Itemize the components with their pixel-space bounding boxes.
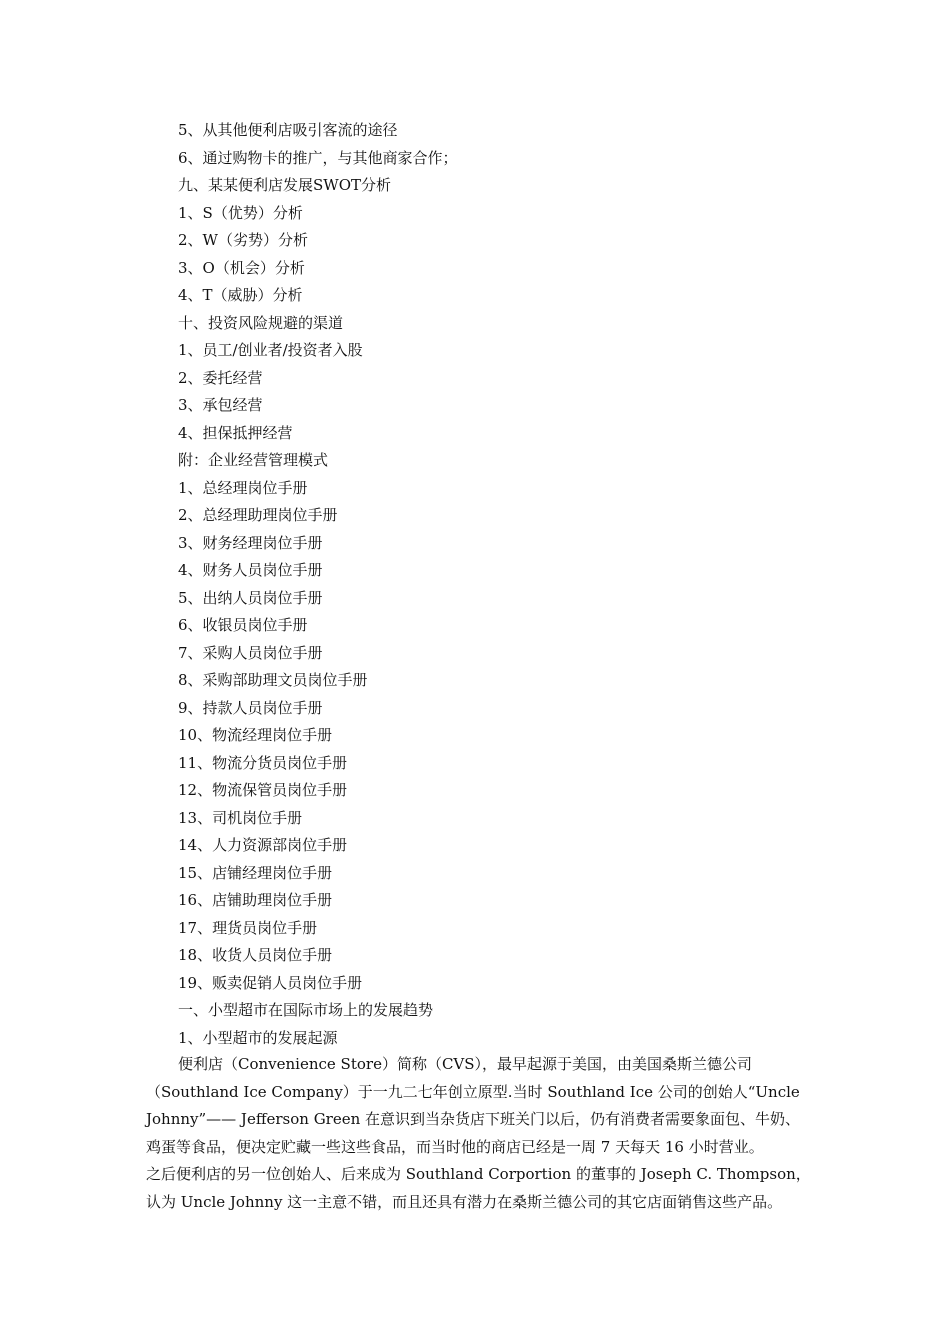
outline-item: 附：企业经营管理模式 — [178, 451, 329, 469]
outline-list — [178, 117, 838, 1052]
outline-item: 9、持款人员岗位手册 — [178, 698, 323, 717]
paragraph-line: 认为 Uncle Johnny 这一主意不错，而且还具有潜力在桑斯兰德公司的其它店面销售这些产品。 — [146, 1192, 783, 1211]
outline-item: 1、总经理岗位手册 — [178, 478, 308, 497]
outline-item: 5、从其他便利店吸引客流的途径 — [178, 121, 398, 139]
outline-item: 16、店铺助理岗位手册 — [178, 891, 333, 909]
paragraph-line: 鸡蛋等食品，便决定贮藏一些这些食品，而当时他的商店已经是一周 7 天每天 16 小时营业。 — [146, 1137, 764, 1156]
outline-item: 4、担保抵押经营 — [178, 423, 293, 442]
paragraph-line: 之后便利店的另一位创始人、后来成为 Southland Corportion 的董事的 Joseph C. Thompson， — [146, 1165, 811, 1184]
outline-item: 6、收银员岗位手册 — [178, 616, 308, 634]
outline-item: 3、O（机会）分析 — [178, 258, 305, 277]
paragraph-line: 便利店（Convenience Store）简称（CVS），最早起源于美国，由美国桑斯兰德公司 — [178, 1055, 753, 1073]
outline-item: 2、委托经营 — [178, 368, 263, 387]
outline-item: 8、采购部助理文员岗位手册 — [178, 671, 368, 689]
outline-item: 10、物流经理岗位手册 — [178, 726, 333, 744]
outline-item: 12、物流保管员岗位手册 — [178, 781, 348, 799]
body-paragraph — [146, 1051, 836, 1217]
outline-item: 2、总经理助理岗位手册 — [178, 506, 338, 524]
outline-item: 17、理货员岗位手册 — [178, 918, 318, 937]
outline-item: 18、收货人员岗位手册 — [178, 946, 333, 964]
outline-item: 4、T（威胁）分析 — [178, 286, 303, 304]
outline-item: 11、物流分货员岗位手册 — [178, 753, 348, 772]
outline-item: 5、出纳人员岗位手册 — [178, 588, 323, 607]
outline-item: 2、W（劣势）分析 — [178, 231, 308, 249]
outline-item: 15、店铺经理岗位手册 — [178, 863, 333, 882]
outline-item: 3、承包经营 — [178, 396, 263, 414]
outline-item: 1、员工/创业者/投资者入股 — [178, 341, 363, 359]
outline-item: 九、某某便利店发展SWOT分析 — [178, 176, 391, 194]
outline-item: 19、贩卖促销人员岗位手册 — [178, 973, 363, 992]
outline-item: 7、采购人员岗位手册 — [178, 643, 323, 662]
outline-item: 1、S（优势）分析 — [178, 203, 303, 222]
outline-item: 13、司机岗位手册 — [178, 808, 303, 827]
paragraph-line: Johnny”—— Jefferson Green 在意识到当杂货店下班关门以后，仍有消费者需要象面包、牛奶、 — [146, 1110, 801, 1129]
outline-item: 十、投资风险规避的渠道 — [178, 313, 344, 332]
paragraph-line: （Southland Ice Company）于一九二七年创立原型.当时 Southland Ice 公司的创始人“Uncle — [146, 1082, 800, 1101]
outline-item: 6、通过购物卡的推广，与其他商家合作； — [178, 148, 458, 167]
outline-item: 4、财务人员岗位手册 — [178, 561, 323, 579]
outline-item: 1、小型超市的发展起源 — [178, 1028, 338, 1047]
outline-item: 一、小型超市在国际市场上的发展趋势 — [178, 1001, 434, 1019]
outline-item: 3、财务经理岗位手册 — [178, 533, 323, 552]
outline-item: 14、人力资源部岗位手册 — [178, 836, 348, 854]
